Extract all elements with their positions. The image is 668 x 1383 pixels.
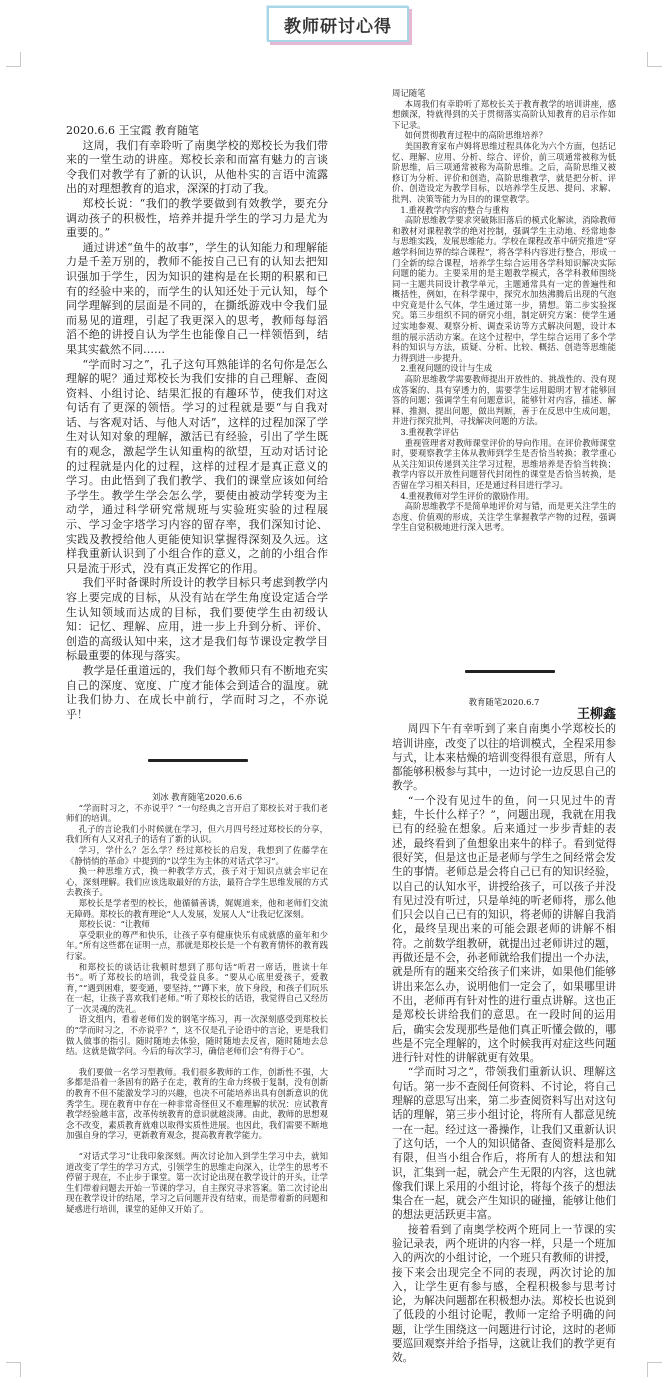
paragraph: “学而时习之”，带领我们重新认识、理解这句话。第一步不查阅任何资料、不讨论，将自己理解的意思写出来，第二步查阅资料写出对这句话的理解，第三步小组讨论，将所有人都意见统一在一起。经过这一番操作，让我们又重新认识了这句话，一个人的知识储备、查阅资料是那么有限，但当小组合作后，将所有人的想法和知识，汇集到一起，就会产生无限的内容，这也就像我们课上采用的小组讨论，将每个孩子的想法集合在一起，就会产生知识的碰撞，能够让他们的想法更活跃更丰富。 bbox=[392, 1066, 616, 1222]
essay-weekly-notes bbox=[392, 88, 616, 662]
paragraph: 本周我们有幸聆听了郑校长关于教育教学的培训讲座，感想颇深，特就得到的关于贯彻落实高阶认知教育的启示作如下记录。 bbox=[392, 98, 616, 130]
paragraph: 和郑校长的谈话让我顿时想到了那句话“听君一席话，胜读十年书”。听了郑校长的培训，我受益良多。“要从心底里爱孩子，爱教育，”“遇到困难，要变通，要坚持，”“蹲下来，放下身段，和孩子们玩乐在一起，让孩子喜欢我们老师。”听了郑校长的话语，我觉得自己又经历了一次灵魂的洗礼。 bbox=[66, 961, 328, 1014]
page-title-box bbox=[267, 6, 409, 42]
paragraph: “学而时习之”，孔子这句耳熟能详的名句你是怎么理解的呢？通过郑校长为我们安排的自己理解、查阅资料、小组讨论、结果汇报的有趣环节，使我们对这句话有了更深的领悟。学习的过程就是要“与自我对话、与客观对话、与他人对话”，这样的过程加深了学生对认知对象的理解，激活已有经验，引出了学生既有的观念，激起学生认知重构的欲望，互动对话讨论的过程就是内化的过程，这样的过程才是真正意义的学习。由此悟到了我们教学、我们的课堂应该如何给予学生。教学生学会怎么学，要使由被动学转变为主动学，通过科学研究常规班与实验班实验的过程展示、学习金字塔学习内容的留存率，我们深知讨论、实践及教授给他人更能使知识掌握得深刻及久远。这样我重新认识到了小组合作的意义，之前的小组合作只是流于形式，没有真正发挥它的作用。 bbox=[66, 357, 328, 575]
paragraph: 郑校长说：“我们的教学要做到有效教学，要充分调动孩子的积极性，培养并提升学生的学习力是尤为重要的。” bbox=[66, 196, 328, 240]
paragraph: 这周，我们有幸聆听了南奥学校的郑校长为我们带来的一堂生动的讲座。郑校长亲和而富有魅力的言谈令我们对教学有了新的认识，从他朴实的言语中流露出的对理想教育的追求，深深的打动了我。 bbox=[66, 138, 328, 196]
paragraph: 享受职业的尊严和快乐，让孩子享有健康快乐有成就感的童年和少年。”所有这些都在证明一点，那就是郑校长是一个有教育情怀的教育践行家。 bbox=[66, 929, 328, 961]
essay-header: 教育随笔2020.6.7 bbox=[468, 697, 540, 707]
paragraph: “学而时习之，不亦说乎？”一句经典之言开启了郑校长对于我们老师们的培训。 bbox=[66, 802, 328, 824]
paragraph: 2.重视问题的设计与生成 bbox=[400, 363, 493, 374]
paragraph: 接着看到了南奥学校两个班同上一节课的实验记录表，两个班讲的内容一样，只是一个班加入的两次的小组讨论，一个班只有教师的讲授，接下来会出现完全不同的表现，两次讨论的加入，让学生更有参与感，全程积极参与思考讨论，为解决问题都在积极想办法。郑校长也说到了低段的小组讨论呢，教师一定给予明确的问题，让学生围绕这一问题进行讨论，这时的老师要巡回观察并给予指导，这就让我们的教学更有效。 bbox=[392, 1223, 616, 1365]
essay-header: 刘冰 教育随笔2020.6.6 bbox=[151, 792, 243, 802]
divider bbox=[148, 759, 248, 762]
paragraph: 换一种思维方式，换一种教学方式，孩子对于知识点就会牢记在心，深刻理解。我们应该选取最好的方法，最符合学生思维发展的方式去教孩子。 bbox=[66, 866, 328, 898]
essay-header: 2020.6.6 王宝霞 教育随笔 bbox=[66, 124, 199, 137]
paragraph: 如何贯彻教育过程中的高阶思维培养？ bbox=[404, 130, 547, 141]
paragraph: 语文组内，看着老师们发的钢笔字练习，再一次深刻感受到郑校长的“学而时习之，不亦说乎？”，这不仅是孔子论语中的言论，更是我们做人做事的指引。随时随地去体验，随时随地去反省，随时随地去总结。这就是做学问。今后的每次学习，确信老师们会“有得于心”。 bbox=[66, 1014, 328, 1057]
essay-header: 周记随笔 bbox=[392, 88, 426, 98]
essay-author: 王柳鑫 bbox=[576, 707, 616, 722]
essay-liu-bing bbox=[66, 792, 328, 1367]
paragraph: 3.重视教学评估 bbox=[400, 427, 459, 437]
paragraph: 我们平时备课时所设计的教学目标只考虑到教学内容上要完成的目标，从没有站在学生角度设定适合学生认知领域而达成的目标，我们要使学生由初级认知：记忆、理解、应用，进一步上升到分析、评价、创造的高级认知中来，这才是我们每节课设定教学目标最重要的体现与落实。 bbox=[66, 576, 328, 663]
essay-wang-liuxin bbox=[392, 696, 616, 1368]
paragraph: 学习，学什么？怎么学？经过郑校长的启发，我想到了佐藤学在《静悄悄的革命》中提到的“以学生为主体的对话式学习”。 bbox=[66, 844, 328, 866]
paragraph: 郑校长说：“让教师 bbox=[78, 919, 150, 930]
paragraph: “一个没有见过牛的鱼，问一只见过牛的青蛙，牛长什么样子？”，问题出现，我就在用我已有的经验在想象。后来通过一步步青蛙的表述，最终看到了鱼想象出来牛的样子。看到觉得很好笑，但是这也正是老师与学生之间经常会发生的事情。老师总是会将自己已有的知识经验，以自己的认知水平，讲授给孩子，可以孩子并没有见过没有听过，只是单纯的听老师将，那么他们只会以自己已有的知识，将老师的讲解自我消化，最终呈现出来的可能会跟老师的讲解不相符。之前数学组教研，就提出过老师讲过的题，再做还是不会，孙老师就给我们提出一个办法，就是所有的题来交给孩子们来讲，如果他们能够讲出来怎么办，说明他们一定会了，如果哪里讲不出，老师再有针对性的进行重点讲解。这也正是郑校长讲给我们的意思。在一段时间的运用后，确实会发现那些是他们真正听懂会做的，哪些是不完全理解的，这个时候我再对症这些问题进行针对性的讲解就更有效果。 bbox=[392, 794, 616, 1065]
paragraph: 通过讲述“鱼牛的故事”，学生的认知能力和理解能力是千差万别的，教师不能按自己已有的认知去把知识强加于学生，因为知识的建构是在长期的积累和已有的经验中来的，而学生的认知还处于元认知，每个同学理解到的层面是不同的，在撕纸游戏中令我们显而易见的道理，引起了我更深入的思考，教师每每滔滔不绝的讲授自认为学生也能像自己一样领悟到，结果其实截然不同…… bbox=[66, 240, 328, 356]
paragraph: 郑校长是学者型的校长，他循循善诱，娓娓道来，他和老师们交流无障碍。郑校长的教育理论“人人发展，发展人人”让我记忆深刻。 bbox=[66, 897, 328, 919]
paragraph: 重视管理者对教师课堂评价的导向作用。在评价教师课堂时，要观察教学主体从教师到学生是否恰当转换；教学重心从关注知识传递到关注学习过程，思维培养是否恰当转换；教学内容以开放性问题替代封闭性的课堂是否恰当转换，是否留在学习相关科目，还是通过科目进行学习。 bbox=[392, 437, 616, 490]
essay-wang-baoxia bbox=[66, 124, 328, 760]
corner-mark bbox=[647, 52, 662, 67]
divider bbox=[465, 670, 555, 673]
paragraph: 高阶思维教学需要教师提出开放性的、挑战性的、没有现成答案的、具有穿透力的，需要学生运用聪明才智才能够回答的问题；强调学生有问题意识，能够针对内容，描述、解释、推测、提出问题，做出判断，善于在反思中生成问题，并进行探究批判，寻找解决问题的方法。 bbox=[392, 374, 616, 427]
paragraph: 4.重视教师对学生评价的激励作用。 bbox=[400, 490, 535, 501]
paragraph: 我们要做一名学习型教师。我们很多教师的工作，创新性不强，大多都是沿着一条固有的路子在走，教育的生命力终极于复制，没有创新的教育不但不能激发学习的兴趣，也决不可能培养出具有创新意识的优秀学生。现在教育中存在一种非常奇怪但又不难理解的状况：应试教育教学经验越丰富，改革传统教育的意识就越淡薄。由此，教师的思想观念不改变，素质教育就难以取得实质性进展。也因此，我们需要不断地加强自身的学习，更新教育观念，提高教育教学能力。 bbox=[66, 1066, 328, 1141]
corner-mark bbox=[647, 1362, 662, 1377]
paragraph: 高阶思维教学要求突破陈旧落后的模式化解读，消除教师和教材对课程教学的绝对控制，强调学生主动地、经常地参与思维实践，发展思维能力。学校在课程改革中研究推进“穿越学科间边界的综合课程”，将各学科内容进行整合，形成一门全新的综合课程，培养学生综合运用各学科知识解决实际问题的能力。主要采用的是主题教学模式，各学科教师围绕同一主题共同设计教学单元，主题通常具有一定的普遍性和概括性，例如，在科学课中，探究水加热沸腾后出现的气泡中究竟是什么气体，学生通过第一步，猜想。第二步实验探究。第三步组织不同的研究小组，制定研究方案：使学生通过实地参观、观察分析、调查采访等方式解决问题，设计本组的展示活动方案。在这个过程中，学生综合运用了多个学科的知识与方法，质疑、分析、比较、概括、创造等思维能力得到进一步提升。 bbox=[392, 215, 616, 363]
paragraph: “对话式学习”让我印象深刻。两次讨论加入到学生学习中去，就知道改变了学生的学习方式，引领学生的思维走向深入，让学生的思考不停留于现在，不止步于课堂。第一次讨论出现在教学设计的开头，让学生们带着问题去开始一节课的学习，自主探究寻求答案。第二次讨论出现在教学设计的结尾，学习之后问题并没有结束，而是带着新的问题和疑惑进行培训，课堂的延伸又开始了。 bbox=[66, 1151, 328, 1214]
corner-mark bbox=[6, 1362, 21, 1377]
paragraph: 高阶思维教学不是简单地评价对与错，而是更关注学生的态度、价值观的形成，关注学生掌握教学产物的过程，强调学生自觉积极地进行深入思考。 bbox=[392, 501, 616, 533]
page-title: 教师研讨心得 bbox=[284, 16, 392, 37]
paragraph: 教学是任重道远的，我们每个教师只有不断地充实自己的深度、宽度、广度才能体会到适合的温度。就让我们协力、在成长中前行，学而时习之，不亦说乎！ bbox=[66, 663, 328, 721]
paragraph: 孔子的言论我们小时候就在学习，但六月四号经过郑校长的分享，我们所有人又对孔子的话有了新的认识。 bbox=[66, 823, 328, 845]
corner-mark bbox=[6, 52, 21, 67]
paragraph: 1.重视教学内容的整合与重构 bbox=[400, 204, 509, 215]
paragraph: 美国教育家布卢姆将思维过程具体化为六个方面，包括记忆、理解、应用、分析、综合、评价，前三项通常被称为低阶思维，后三项通常被称为高阶思维。之后，高阶思维又被修订为分析、评价和创造，高阶思维教学，就是把分析、评价、创造设定为教学目标，以培养学生反思、提问、求解、批判、决策等能力为目的的课堂教学。 bbox=[392, 140, 616, 204]
paragraph: 周四下午有幸听到了来自南奥小学郑校长的培训讲座，改变了以往的培训模式，全程采用参与式，让本来枯燥的培训变得很有意思，所有人都能够积极参与其中，一边讨论一边反思自己的教学。 bbox=[392, 723, 616, 793]
